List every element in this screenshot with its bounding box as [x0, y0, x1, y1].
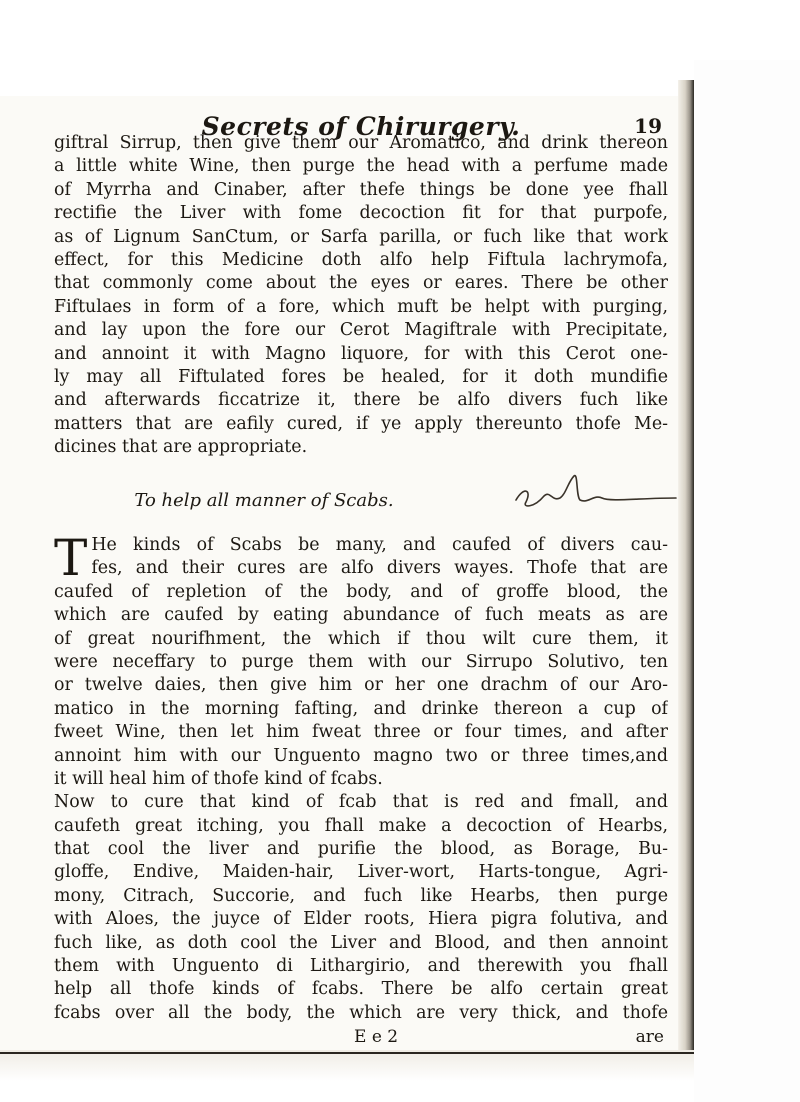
- text-line: of Myrrha and Cinaber, after thefe things be done yee fhall: [54, 179, 668, 200]
- text-line: giftral Sirrup, then give them our Aromatico, and drink thereon: [54, 133, 668, 153]
- text-line: as of Lignum SanCtum, or Sarfa parilla, or fuch like that work: [54, 226, 668, 247]
- text-line: Now to cure that kind of fcab that is red and fmall, and: [54, 792, 668, 813]
- text-line: matters that are eafily cured, if ye apply thereunto thofe Me-: [54, 413, 668, 434]
- text-line: caufed of repletion of the body, and of groffe blood, the: [54, 581, 668, 602]
- text-line: mony, Citrach, Succorie, and fuch like Hearbs, then purge: [54, 885, 668, 906]
- text-line: and annoint it with Magno liquore, for with this Cerot one-: [54, 343, 668, 364]
- handwritten-flourish-mark: [510, 468, 680, 512]
- text-line: He kinds of Scabs be many, and caufed of divers cau-: [91, 535, 668, 555]
- text-line: them with Unguento di Lithargirio, and therewith you fhall: [54, 956, 668, 977]
- text-line: a little white Wine, then purge the head with a perfume made: [54, 156, 668, 177]
- drop-cap: T: [54, 529, 88, 587]
- text-line: fcabs over all the body, the which are very thick, and thofe: [54, 1002, 668, 1023]
- text-line: fweet Wine, then let him fweat three or four times, and after: [54, 722, 668, 743]
- catchword: are: [635, 1027, 664, 1047]
- text-line: help all thofe kinds of fcabs. There be alfo certain great: [54, 979, 668, 1000]
- text-line: caufeth great itching, you fhall make a decoction of Hearbs,: [54, 815, 668, 836]
- text-line: fuch like, as doth cool the Liver and Blood, and then annoint: [54, 932, 668, 953]
- text-line: gloffe, Endive, Maiden-hair, Liver-wort, Harts-tongue, Agri-: [54, 862, 668, 883]
- page-number: 19: [634, 114, 662, 138]
- scan-bottom-margin: [0, 1050, 694, 1102]
- signature-mark: E e 2: [354, 1027, 399, 1047]
- text-line: effect, for this Medicine doth alfo help Fiftula lachrymofa,: [54, 249, 668, 270]
- text-line: and lay upon the fore our Cerot Magiftrale with Precipitate,: [54, 320, 668, 341]
- text-line: with Aloes, the juyce of Elder roots, Hiera pigra folutiva, and: [54, 909, 668, 930]
- text-line: which are caufed by eating abundance of fuch meats as are: [54, 605, 668, 626]
- text-line: and afterwards ficcatrize it, there be alfo divers fuch like: [54, 390, 668, 411]
- running-head-title: Secrets of Chirurgery.: [201, 112, 521, 141]
- page-bottom-edge: [0, 1052, 694, 1054]
- text-line: or twelve daies, then give him or her one drachm of our Aro-: [54, 675, 668, 696]
- scan-right-margin: [694, 60, 800, 1102]
- text-line: annoint him with our Unguento magno two or three times,and: [54, 745, 668, 766]
- text-line: fes, and their cures are alfo divers wayes. Thofe that are: [91, 558, 668, 579]
- paragraph-2: [54, 529, 668, 1025]
- text-line: Fiftulaes in form of a fore, which muft be helpt with purging,: [54, 296, 668, 317]
- text-line: it will heal him of thofe kind of fcabs.: [54, 768, 383, 789]
- text-line: rectifie the Liver with fome decoction fit for that purpofe,: [54, 203, 668, 224]
- text-line: dicines that are appropriate.: [54, 437, 308, 458]
- section-heading: To help all manner of Scabs.: [134, 490, 394, 511]
- text-line: matico in the morning fafting, and drinke thereon a cup of: [54, 698, 668, 719]
- paragraph-1: [54, 132, 668, 459]
- text-line: ly may all Fiftulated fores be healed, for it doth mundifie: [54, 366, 668, 387]
- text-line: that commonly come about the eyes or eares. There be other: [54, 273, 668, 294]
- text-line: of great nourifhment, the which if thou wilt cure them, it: [54, 628, 668, 649]
- text-line: that cool the liver and purifie the blood, as Borage, Bu-: [54, 839, 668, 860]
- text-line: were neceffary to purge them with our Sirrupo Solutivo, ten: [54, 651, 668, 672]
- page-gutter-shadow: [678, 80, 694, 1100]
